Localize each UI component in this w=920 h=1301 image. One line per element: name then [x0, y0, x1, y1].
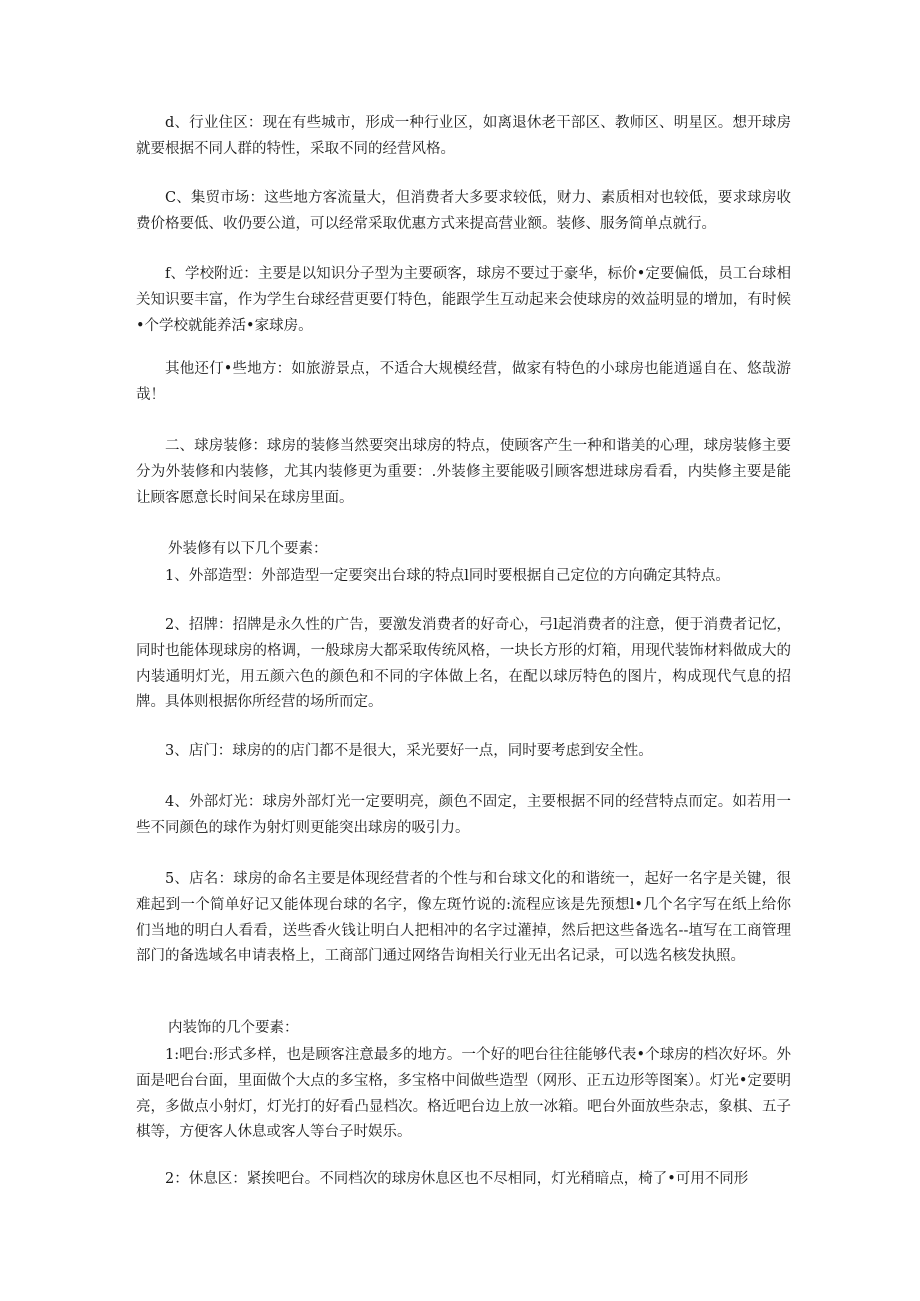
paragraph-exterior-shape: 1、外部造型：外部造型一定要突出台球的特点l同时要根据自己定位的方向确定其特点。	[165, 568, 730, 584]
paragraph-exterior-lighting: 4、外部灯光：球房外部灯光一定要明亮，颜色不固定，主要根据不同的经营特点而定。如若用一些不同颜色的球作为射灯则更能突出球房的吸引力。	[136, 794, 791, 836]
paragraph-industry-residential: d、行业住区：现在有些城市，形成一种行业区，如离退休老干部区、教师区、明星区。想开球房就要根据不同人群的特性，采取不同的经营风格。	[136, 115, 791, 157]
paragraph-rest-area: 2：休息区：紧挨吧台。不同档次的球房休息区也不尽相同，灯光稍暗点，椅了•可用不同形	[165, 1171, 749, 1187]
heading-interior-elements: 内装饰的几个要素：	[168, 1020, 299, 1036]
paragraph-door: 3、店门：球房的的店门都不是很大，采光要好一点，同时要考虑到安全性。	[165, 743, 653, 759]
paragraph-other-places: 其他还仃•些地方：如旅游景点，不适合大规模经营，做家有特色的小球房也能逍遥自在、悠哉游哉！	[136, 361, 791, 403]
paragraph-market: C、集贸市场：这些地方客流量大，但消费者大多要求较低，财力、素质相对也较低，要求球房收费价格要低、收仍要公道，可以经常采取优惠方式来提高营业额。装修、服务简单点就行。	[136, 190, 791, 232]
paragraph-decoration: 二、球房装修：球房的装修当然要突出球房的特点，使顾客产生一种和谐美的心理，球房装修主要分为外装修和内装修，尤其内装修更为重要：.外装修主要能吸引顾客想进球房看看，内奘修主要是能让顾客愿意长时间呆在球房里面。	[136, 438, 791, 506]
heading-exterior-elements: 外装修有以下几个要素：	[168, 541, 328, 557]
paragraph-shop-name: 5、店名：球房的命名主要是体现经营者的个性与和台球文化的和谐统一，起好一名字是关键，很难起到一个简单好记又能体现台球的名字，像左斑竹说的:流程应该是先预想l•几个名字写在纸上给你们当地的明白人看看，送些香火钱让明白人把相冲的名字过灌掉，然后把这些备选名--埴写在工商管理部门的备选域名申请表格上，工商部门通过网络告询相关行业无出名记录，可以选名核发执照。	[136, 871, 791, 965]
paragraph-bar: 1:吧台:形式多样，也是顾客注意最多的地方。一个好的吧台往往能够代表•个球房的档次好坏。外面是吧台台面，里面做个大点的多宝格，多宝格中间做些造型（网形、正五边形等图案）。灯光•定要明亮，多做点小射灯，灯光打的好看凸显档次。格近吧台边上放一冰箱。吧台外面放些杂志，象棋、五子棋等，方便客人休息或客人等台子时娱乐。	[136, 1047, 791, 1141]
paragraph-school: f、学校附近：主要是以知识分子型为主要硕客，球房不要过于豪华，标价•定要偏低，员工台球相关知识要丰富，作为学生台球经营更要仃特色，能跟学生互动起来会使球房的效益明显的增加，有时候•个学校就能养活•家球房。	[136, 266, 791, 334]
paragraph-signboard: 2、招牌：招牌是永久性的广告，要激发消费者的好奇心，弓l起消费者的注意，便于消费者记忆，同时也能体现球房的格调，一般球房大都采取传统风格，一块长方形的灯箱，用现代装饰材料做成大的内装通明灯光，用五颜六色的颜色和不同的字体做上名，在配以球厉特色的图片，构成现代气息的招牌。具体则根据你所经营的场所而定。	[136, 617, 791, 711]
